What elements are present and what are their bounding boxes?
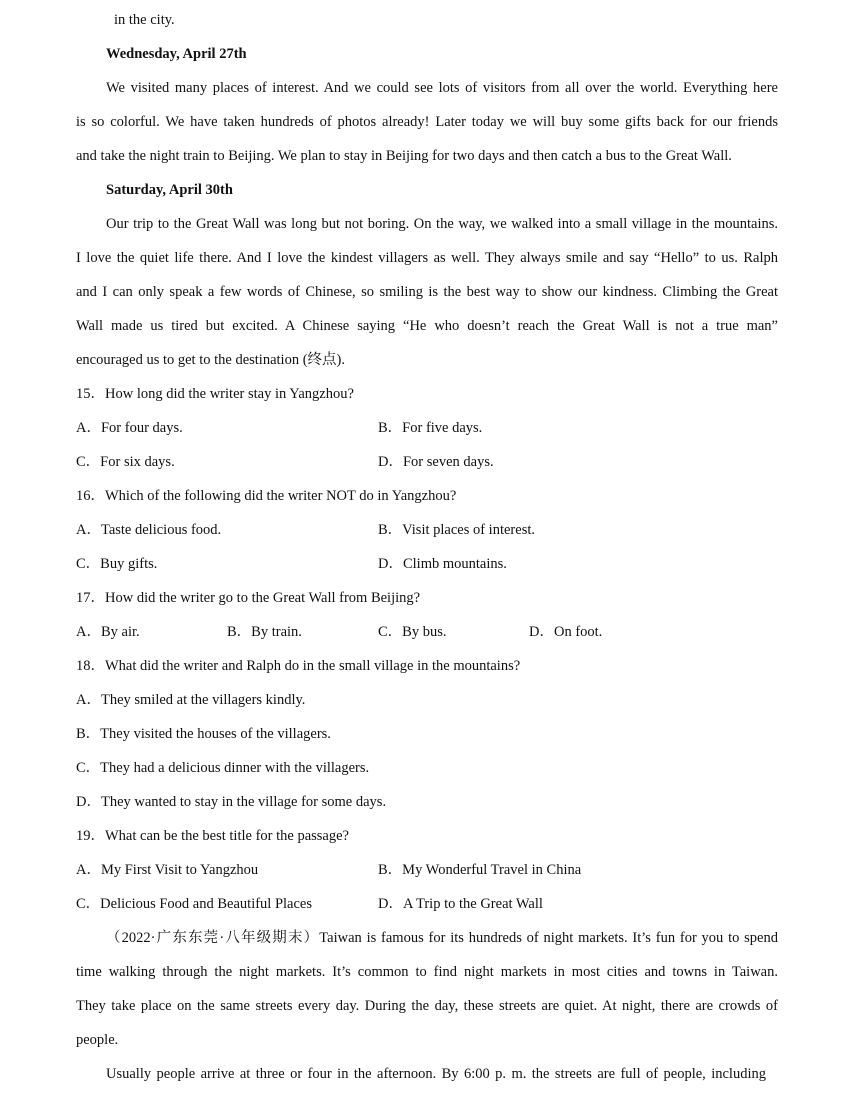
answer-option[interactable]: C．By bus. <box>378 624 447 640</box>
paragraph-line: is so colorful. We have taken hundreds of photos already! Later today we will buy some gifts back for our friends <box>76 114 778 130</box>
answer-option[interactable]: A．For four days. <box>76 420 183 436</box>
answer-option[interactable]: C．Delicious Food and Beautiful Places <box>76 896 312 912</box>
paragraph-line: I love the quiet life there. And I love the kindest villagers as well. They always smile and say “Hello” to us. Ralph <box>76 250 778 266</box>
answer-option[interactable]: A．My First Visit to Yangzhou <box>76 862 259 878</box>
diary-date-heading: Wednesday, April 27th <box>106 46 247 62</box>
paragraph-line: Our trip to the Great Wall was long but not boring. On the way, we walked into a small village in the mountains. <box>106 216 778 232</box>
diary-date-heading: Saturday, April 30th <box>106 182 233 198</box>
paragraph-line: and I can only speak a few words of Chinese, so smiling is the best way to show our kindness. Climbing the Great <box>76 284 778 300</box>
paragraph-line: Wall made us tired but excited. A Chinese saying “He who doesn’t reach the Great Wall is not a true man” <box>76 318 778 334</box>
question-stem: 15．How long did the writer stay in Yangzhou? <box>76 386 354 402</box>
paragraph-line: and take the night train to Beijing. We plan to stay in Beijing for two days and then catch a bus to the Great Wall. <box>76 148 732 164</box>
question-stem: 16．Which of the following did the writer NOT do in Yangzhou? <box>76 488 457 504</box>
paragraph-line: We visited many places of interest. And we could see lots of visitors from all over the world. Everything here <box>106 80 778 96</box>
paragraph-line: They take place on the same streets every day. During the day, these streets are quiet. At night, there are crowds of <box>76 998 778 1014</box>
answer-option[interactable]: B．By train. <box>227 624 302 640</box>
question-stem: 18．What did the writer and Ralph do in the small village in the mountains? <box>76 658 521 674</box>
answer-option[interactable]: D．On foot. <box>529 624 603 640</box>
answer-option[interactable]: A．Taste delicious food. <box>76 522 222 538</box>
answer-option[interactable]: C．They had a delicious dinner with the villagers. <box>76 760 370 776</box>
paragraph-line: time walking through the night markets. It’s common to find night markets in most cities and towns in Taiwan. <box>76 964 778 980</box>
answer-option[interactable]: A．They smiled at the villagers kindly. <box>76 692 306 708</box>
answer-option[interactable]: D．For seven days. <box>378 454 494 470</box>
paragraph-line: Usually people arrive at three or four in the afternoon. By 6:00 p. m. the streets are full of people, including <box>106 1066 766 1082</box>
answer-option[interactable]: B．My Wonderful Travel in China <box>378 862 582 878</box>
answer-option[interactable]: B．For five days. <box>378 420 483 436</box>
answer-option[interactable]: B．They visited the houses of the villagers. <box>76 726 331 742</box>
question-stem: 17．How did the writer go to the Great Wall from Beijing? <box>76 590 421 606</box>
question-stem: 19．What can be the best title for the passage? <box>76 828 349 844</box>
answer-option[interactable]: D．Climb mountains. <box>378 556 507 572</box>
passage-continuation-line: in the city. <box>114 12 175 28</box>
answer-option[interactable]: A．By air. <box>76 624 140 640</box>
answer-option[interactable]: D．They wanted to stay in the village for some days. <box>76 794 387 810</box>
paragraph-line: people. <box>76 1032 119 1048</box>
answer-option[interactable]: C．For six days. <box>76 454 175 470</box>
paragraph-line: encouraged us to get to the destination (终点). <box>76 352 345 368</box>
answer-option[interactable]: D．A Trip to the Great Wall <box>378 896 543 912</box>
answer-option[interactable]: B．Visit places of interest. <box>378 522 535 538</box>
answer-option[interactable]: C．Buy gifts. <box>76 556 158 572</box>
paragraph-line: （2022·广东东莞·八年级期末）Taiwan is famous for its hundreds of night markets. It’s fun for you to spend <box>106 930 778 946</box>
